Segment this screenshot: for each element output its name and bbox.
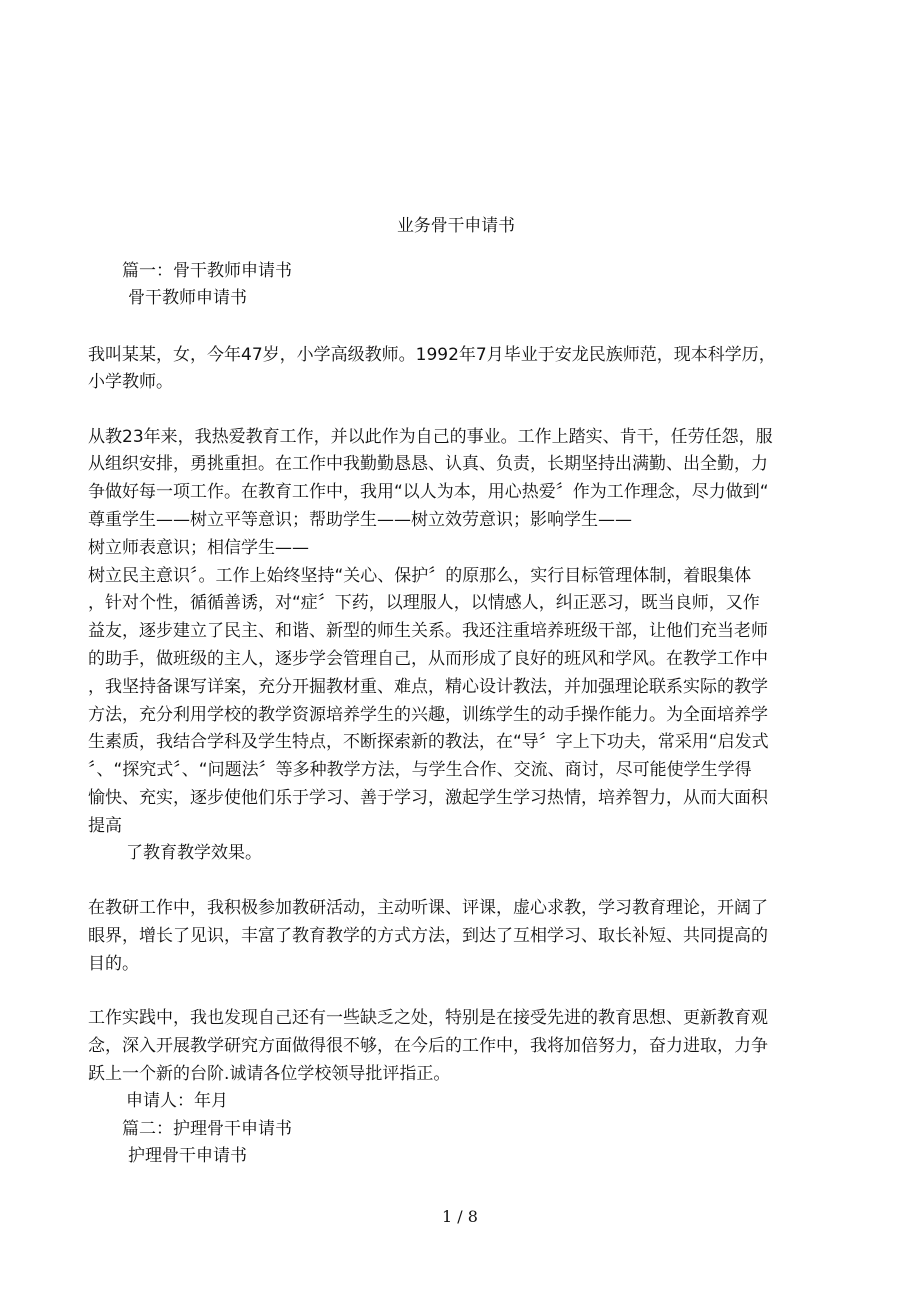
body-line: 跃上一个新的台阶.诚请各位学校领导批评指正。 xyxy=(88,1064,451,1084)
body-line: 尊重学生——树立平等意识；帮助学生——树立效劳意识；影响学生—— xyxy=(88,510,632,530)
body-line: 眼界，增长了见识，丰富了教育教学的方式方法，到达了互相学习、取长补短、共同提高的 xyxy=(88,926,768,946)
body-line: 目的。 xyxy=(88,954,139,974)
body-line: 从组织安排，勇挑重担。在工作中我勤勤恳恳、认真、负责，长期坚持出满勤、出全勤，力 xyxy=(88,454,768,474)
body-line: 小学教师。 xyxy=(88,372,173,392)
body-line: 愉快、充实，逐步使他们乐于学习、善于学习，激起学生学习热情，培养智力，从而大面积 xyxy=(88,788,768,808)
body-line: ，针对个性，循循善诱，对“症〞下药，以理服人，以情感人，纠正恶习，既当良师，又作 xyxy=(88,593,760,613)
body-line: 提高 xyxy=(88,816,122,836)
body-line: 的助手，做班级的主人，逐步学会管理自己，从而形成了良好的班风和学风。在教学工作中 xyxy=(88,649,768,669)
section-heading-1: 篇一：骨干教师申请书 xyxy=(122,261,292,281)
page-number: 1 / 8 xyxy=(442,1207,478,1226)
body-line: 生素质，我结合学科及学生特点，不断探索新的教法，在“导〞字上下功夫，常采用“启发式 xyxy=(88,732,769,752)
section-heading-2: 篇二：护理骨干申请书 xyxy=(122,1119,292,1139)
body-line: 树立民主意识〞。工作上始终坚持“关心、保护〞的原那么，实行目标管理体制，着眼集体 xyxy=(88,566,752,586)
body-line: 益友，逐步建立了民主、和谐、新型的师生关系。我还注重培养班级干部，让他们充当老师 xyxy=(88,621,768,641)
section-subheading-2: 护理骨干申请书 xyxy=(128,1146,247,1166)
body-line: 了教育教学效果。 xyxy=(126,843,262,863)
body-line: 工作实践中，我也发现自己还有一些缺乏之处，特别是在接受先进的教育思想、更新教育观 xyxy=(88,1008,768,1028)
body-line: 念，深入开展教学研究方面做得很不够，在今后的工作中，我将加倍努力，奋力进取，力争 xyxy=(88,1036,768,1056)
body-line: 从教23年来，我热爱教育工作，并以此作为自己的事业。工作上踏实、肯干，任劳任怨，服 xyxy=(88,427,773,447)
body-line: 争做好每一项工作。在教育工作中，我用“以人为本，用心热爱〞作为工作理念，尽力做到“ xyxy=(88,482,769,502)
body-line: ，我坚持备课写详案，充分开掘教材重、难点，精心设计教法，并加强理论联系实际的教学 xyxy=(88,677,768,697)
body-line: 我叫某某，女，今年47岁，小学高级教师。1992年7月毕业于安龙民族师范，现本科学历， xyxy=(88,345,776,365)
document-title: 业务骨干申请书 xyxy=(397,216,515,236)
applicant-signature-line: 申请人：年月 xyxy=(126,1091,228,1111)
section-subheading-1: 骨干教师申请书 xyxy=(128,288,247,308)
body-line: 〞、“探究式〞、“问题法〞等多种教学方法，与学生合作、交流、商讨，尽可能使学生学得 xyxy=(88,760,752,780)
body-line: 方法，充分利用学校的教学资源培养学生的兴趣，训练学生的动手操作能力。为全面培养学 xyxy=(88,705,768,725)
body-line: 在教研工作中，我积极参加教研活动，主动听课、评课，虚心求教，学习教育理论，开阔了 xyxy=(88,898,768,918)
body-line: 树立师表意识；相信学生—— xyxy=(88,538,309,558)
